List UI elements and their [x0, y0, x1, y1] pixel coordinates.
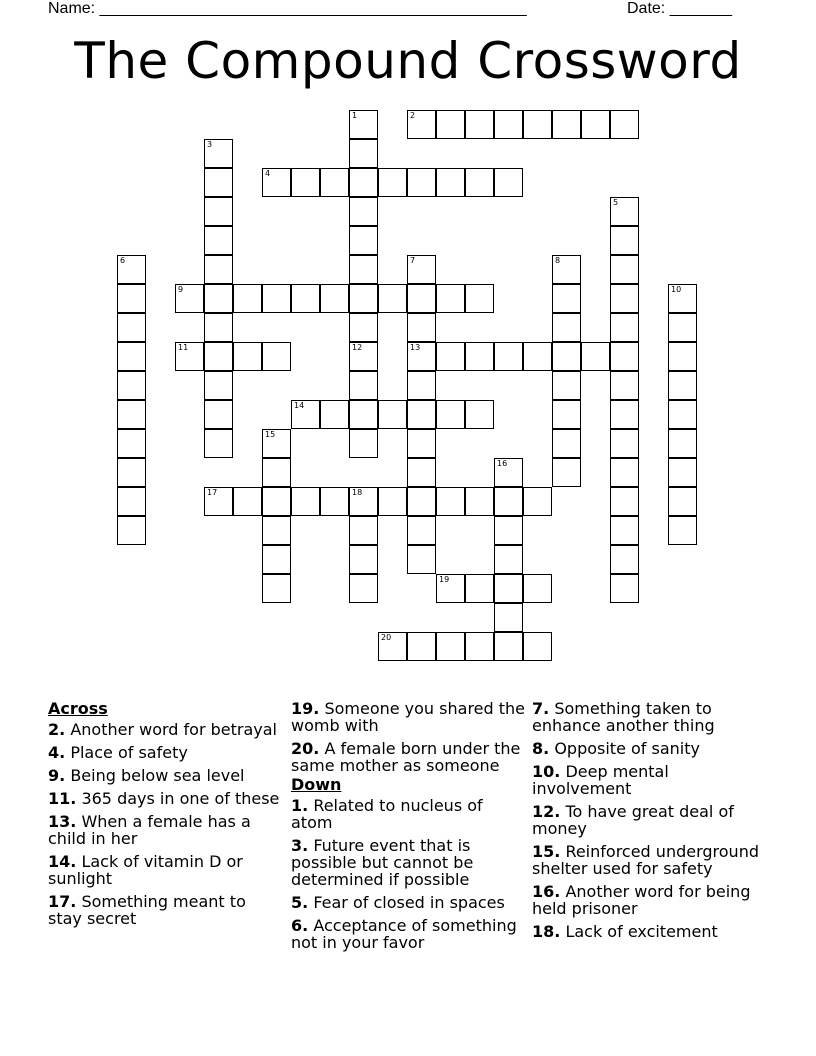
clues-column-1: [48, 700, 283, 933]
grid-cell[interactable]: [407, 632, 436, 661]
grid-cell[interactable]: [407, 110, 436, 139]
grid-cell[interactable]: [465, 487, 494, 516]
grid-cell[interactable]: [465, 574, 494, 603]
grid-cell[interactable]: [494, 545, 523, 574]
clue-text: Something meant to stay secret: [48, 892, 246, 928]
grid-cell[interactable]: [610, 110, 639, 139]
grid-cell[interactable]: [291, 168, 320, 197]
grid-cell[interactable]: [407, 313, 436, 342]
date-field[interactable]: Date: _______: [627, 0, 732, 17]
grid-cell[interactable]: [407, 255, 436, 284]
across-heading: Across: [48, 699, 108, 718]
grid-cell[interactable]: [465, 342, 494, 371]
clue-number: 6.: [291, 916, 309, 935]
grid-cell[interactable]: [552, 342, 581, 371]
clue-across-9: [48, 767, 283, 784]
clue-text: Another word for betrayal: [70, 720, 277, 739]
grid-cell[interactable]: [494, 632, 523, 661]
clue-down-15: [532, 843, 772, 877]
grid-cell[interactable]: [349, 139, 378, 168]
grid-cell[interactable]: [494, 342, 523, 371]
grid-cell[interactable]: [349, 284, 378, 313]
grid-cell[interactable]: [262, 342, 291, 371]
clue-text: Being below sea level: [70, 766, 245, 785]
grid-cell[interactable]: [552, 400, 581, 429]
clue-number: 13.: [48, 812, 77, 831]
grid-cell[interactable]: [436, 632, 465, 661]
clue-across-20: [291, 740, 526, 774]
clue-number: 11.: [48, 789, 77, 808]
grid-cell[interactable]: [349, 342, 378, 371]
clue-text: Acceptance of something not in your favor: [291, 916, 517, 952]
cell-number: 1: [352, 111, 358, 120]
grid-cell[interactable]: [407, 400, 436, 429]
grid-cell[interactable]: [610, 574, 639, 603]
grid-cell[interactable]: [407, 371, 436, 400]
grid-cell[interactable]: [523, 632, 552, 661]
clue-number: 1.: [291, 796, 309, 815]
clue-across-2: [48, 721, 283, 738]
grid-cell[interactable]: [494, 110, 523, 139]
grid-cell[interactable]: [204, 400, 233, 429]
grid-cell[interactable]: [117, 255, 146, 284]
clue-number: 14.: [48, 852, 77, 871]
cell-number: 10: [671, 285, 682, 294]
grid-cell[interactable]: [523, 574, 552, 603]
cell-number: 4: [265, 169, 271, 178]
grid-cell[interactable]: [378, 632, 407, 661]
clue-text: Related to nucleus of atom: [291, 796, 483, 832]
grid-cell[interactable]: [407, 545, 436, 574]
grid-cell[interactable]: [494, 516, 523, 545]
cell-number: 18: [352, 488, 363, 497]
clue-down-3: [291, 837, 526, 888]
grid-cell[interactable]: [175, 284, 204, 313]
grid-cell[interactable]: [523, 487, 552, 516]
grid-cell[interactable]: [117, 342, 146, 371]
clue-number: 7.: [532, 699, 550, 718]
grid-cell[interactable]: [610, 429, 639, 458]
grid-cell[interactable]: [349, 429, 378, 458]
grid-cell[interactable]: [668, 487, 697, 516]
grid-cell[interactable]: [436, 110, 465, 139]
grid-cell[interactable]: [668, 516, 697, 545]
cell-number: 14: [294, 401, 305, 410]
clues-column-2: [291, 700, 526, 957]
clue-text: When a female has a child in her: [48, 812, 251, 848]
grid-cell[interactable]: [610, 313, 639, 342]
clue-down-5: [291, 894, 526, 911]
grid-cell[interactable]: [378, 168, 407, 197]
grid-cell[interactable]: [262, 574, 291, 603]
cell-number: 9: [178, 285, 184, 294]
clue-number: 17.: [48, 892, 77, 911]
clues-column-3: [532, 700, 772, 946]
grid-cell[interactable]: [320, 400, 349, 429]
grid-cell[interactable]: [581, 342, 610, 371]
clue-across-17: [48, 893, 283, 927]
grid-cell[interactable]: [349, 197, 378, 226]
grid-cell[interactable]: [668, 284, 697, 313]
grid-cell[interactable]: [349, 255, 378, 284]
clue-text: Future event that is possible but cannot be determined if possible: [291, 836, 474, 889]
cell-number: 8: [555, 256, 561, 265]
clue-text: Lack of excitement: [565, 922, 718, 941]
grid-cell[interactable]: [465, 110, 494, 139]
cell-number: 3: [207, 140, 213, 149]
clue-down-12: [532, 803, 772, 837]
cell-number: 19: [439, 575, 450, 584]
grid-cell[interactable]: [465, 168, 494, 197]
grid-cell[interactable]: [117, 429, 146, 458]
clue-number: 12.: [532, 802, 561, 821]
grid-cell[interactable]: [436, 400, 465, 429]
clue-number: 20.: [291, 739, 320, 758]
grid-cell[interactable]: [552, 110, 581, 139]
grid-cell[interactable]: [610, 284, 639, 313]
cell-number: 20: [381, 633, 392, 642]
clue-down-10: [532, 763, 772, 797]
grid-cell[interactable]: [494, 574, 523, 603]
grid-cell[interactable]: [407, 487, 436, 516]
grid-cell[interactable]: [291, 284, 320, 313]
grid-cell[interactable]: [465, 400, 494, 429]
grid-cell[interactable]: [668, 371, 697, 400]
grid-cell[interactable]: [552, 371, 581, 400]
cell-number: 6: [120, 256, 126, 265]
grid-cell[interactable]: [291, 400, 320, 429]
clue-across-14: [48, 853, 283, 887]
clue-number: 18.: [532, 922, 561, 941]
grid-cell[interactable]: [494, 487, 523, 516]
clue-number: 16.: [532, 882, 561, 901]
grid-cell[interactable]: [320, 284, 349, 313]
grid-cell[interactable]: [262, 545, 291, 574]
grid-cell[interactable]: [436, 574, 465, 603]
page-title: The Compound Crossword: [74, 32, 742, 90]
grid-cell[interactable]: [668, 429, 697, 458]
grid-cell[interactable]: [465, 284, 494, 313]
grid-cell[interactable]: [378, 284, 407, 313]
grid-cell[interactable]: [407, 429, 436, 458]
cell-number: 7: [410, 256, 416, 265]
clue-down-1: [291, 797, 526, 831]
grid-cell[interactable]: [494, 458, 523, 487]
clue-number: 15.: [532, 842, 561, 861]
grid-cell[interactable]: [552, 284, 581, 313]
grid-cell[interactable]: [349, 400, 378, 429]
grid-cell[interactable]: [581, 110, 610, 139]
grid-cell[interactable]: [610, 226, 639, 255]
cell-number: 13: [410, 343, 421, 352]
grid-cell[interactable]: [407, 284, 436, 313]
grid-cell[interactable]: [204, 284, 233, 313]
grid-cell[interactable]: [117, 313, 146, 342]
clue-number: 19.: [291, 699, 320, 718]
clue-text: Deep mental involvement: [532, 762, 669, 798]
grid-cell[interactable]: [668, 313, 697, 342]
clue-text: 365 days in one of these: [81, 789, 280, 808]
grid-cell[interactable]: [204, 168, 233, 197]
grid-cell[interactable]: [552, 458, 581, 487]
grid-cell[interactable]: [610, 400, 639, 429]
grid-cell[interactable]: [378, 487, 407, 516]
grid-cell[interactable]: [349, 110, 378, 139]
grid-cell[interactable]: [436, 342, 465, 371]
grid-cell[interactable]: [262, 487, 291, 516]
grid-cell[interactable]: [407, 342, 436, 371]
cell-number: 16: [497, 459, 508, 468]
grid-cell[interactable]: [436, 168, 465, 197]
grid-cell[interactable]: [117, 516, 146, 545]
grid-cell[interactable]: [320, 487, 349, 516]
clue-across-13: [48, 813, 283, 847]
clue-down-16: [532, 883, 772, 917]
clue-number: 10.: [532, 762, 561, 781]
grid-cell[interactable]: [552, 313, 581, 342]
grid-cell[interactable]: [117, 458, 146, 487]
grid-cell[interactable]: [117, 400, 146, 429]
clue-number: 3.: [291, 836, 309, 855]
clue-text: Opposite of sanity: [554, 739, 700, 758]
clue-text: Lack of vitamin D or sunlight: [48, 852, 243, 888]
clue-text: Something taken to enhance another thing: [532, 699, 715, 735]
clue-text: Place of safety: [70, 743, 188, 762]
clue-text: Reinforced underground shelter used for safety: [532, 842, 759, 878]
clue-across-4: [48, 744, 283, 761]
cell-number: 2: [410, 111, 416, 120]
grid-cell[interactable]: [494, 603, 523, 632]
grid-cell[interactable]: [233, 284, 262, 313]
clue-number: 5.: [291, 893, 309, 912]
grid-cell[interactable]: [349, 226, 378, 255]
name-field[interactable]: Name: ________________________________________________: [48, 0, 527, 17]
clue-text: To have great deal of money: [532, 802, 734, 838]
grid-cell[interactable]: [668, 342, 697, 371]
grid-cell[interactable]: [233, 487, 262, 516]
grid-cell[interactable]: [117, 487, 146, 516]
cell-number: 5: [613, 198, 619, 207]
grid-cell[interactable]: [117, 284, 146, 313]
cell-number: 12: [352, 343, 363, 352]
grid-cell[interactable]: [262, 284, 291, 313]
grid-cell[interactable]: [523, 342, 552, 371]
grid-cell[interactable]: [262, 516, 291, 545]
grid-cell[interactable]: [204, 429, 233, 458]
cell-number: 15: [265, 430, 276, 439]
grid-cell[interactable]: [204, 139, 233, 168]
grid-cell[interactable]: [349, 487, 378, 516]
grid-cell[interactable]: [668, 400, 697, 429]
clue-number: 9.: [48, 766, 66, 785]
clue-text: Someone you shared the womb with: [291, 699, 526, 735]
grid-cell[interactable]: [610, 487, 639, 516]
grid-cell[interactable]: [349, 371, 378, 400]
grid-cell[interactable]: [204, 313, 233, 342]
grid-cell[interactable]: [320, 168, 349, 197]
cell-number: 17: [207, 488, 218, 497]
grid-cell[interactable]: [407, 458, 436, 487]
grid-cell[interactable]: [204, 255, 233, 284]
grid-cell[interactable]: [610, 458, 639, 487]
clue-number: 2.: [48, 720, 66, 739]
grid-cell[interactable]: [610, 371, 639, 400]
clue-text: A female born under the same mother as someone: [291, 739, 521, 775]
grid-cell[interactable]: [175, 342, 204, 371]
clue-text: Another word for being held prisoner: [532, 882, 751, 918]
grid-cell[interactable]: [407, 516, 436, 545]
grid-cell[interactable]: [204, 371, 233, 400]
grid-cell[interactable]: [204, 197, 233, 226]
grid-cell[interactable]: [436, 487, 465, 516]
clue-down-7: [532, 700, 772, 734]
clue-number: 4.: [48, 743, 66, 762]
down-heading: Down: [291, 775, 342, 794]
grid-cell[interactable]: [262, 458, 291, 487]
grid-cell[interactable]: [668, 458, 697, 487]
grid-cell[interactable]: [378, 400, 407, 429]
grid-cell[interactable]: [349, 545, 378, 574]
grid-cell[interactable]: [291, 487, 320, 516]
grid-cell[interactable]: [407, 168, 436, 197]
clue-down-6: [291, 917, 526, 951]
grid-cell[interactable]: [117, 371, 146, 400]
grid-cell[interactable]: [349, 516, 378, 545]
grid-cell[interactable]: [204, 226, 233, 255]
grid-cell[interactable]: [610, 342, 639, 371]
grid-cell[interactable]: [523, 110, 552, 139]
clue-down-18: [532, 923, 772, 940]
grid-cell[interactable]: [610, 545, 639, 574]
clue-text: Fear of closed in spaces: [313, 893, 505, 912]
grid-cell[interactable]: [262, 168, 291, 197]
clue-across-19: [291, 700, 526, 734]
grid-cell[interactable]: [494, 168, 523, 197]
grid-cell[interactable]: [349, 574, 378, 603]
grid-cell[interactable]: [465, 632, 494, 661]
grid-cell[interactable]: [204, 487, 233, 516]
clue-across-11: [48, 790, 283, 807]
grid-cell[interactable]: [552, 429, 581, 458]
grid-cell[interactable]: [349, 168, 378, 197]
grid-cell[interactable]: [262, 429, 291, 458]
grid-cell[interactable]: [552, 255, 581, 284]
cell-number: 11: [178, 343, 189, 352]
clue-number: 8.: [532, 739, 550, 758]
grid-cell[interactable]: [233, 342, 262, 371]
grid-cell[interactable]: [610, 197, 639, 226]
clue-down-8: [532, 740, 772, 757]
grid-cell[interactable]: [436, 284, 465, 313]
grid-cell[interactable]: [610, 516, 639, 545]
grid-cell[interactable]: [349, 313, 378, 342]
grid-cell[interactable]: [610, 255, 639, 284]
grid-cell[interactable]: [204, 342, 233, 371]
